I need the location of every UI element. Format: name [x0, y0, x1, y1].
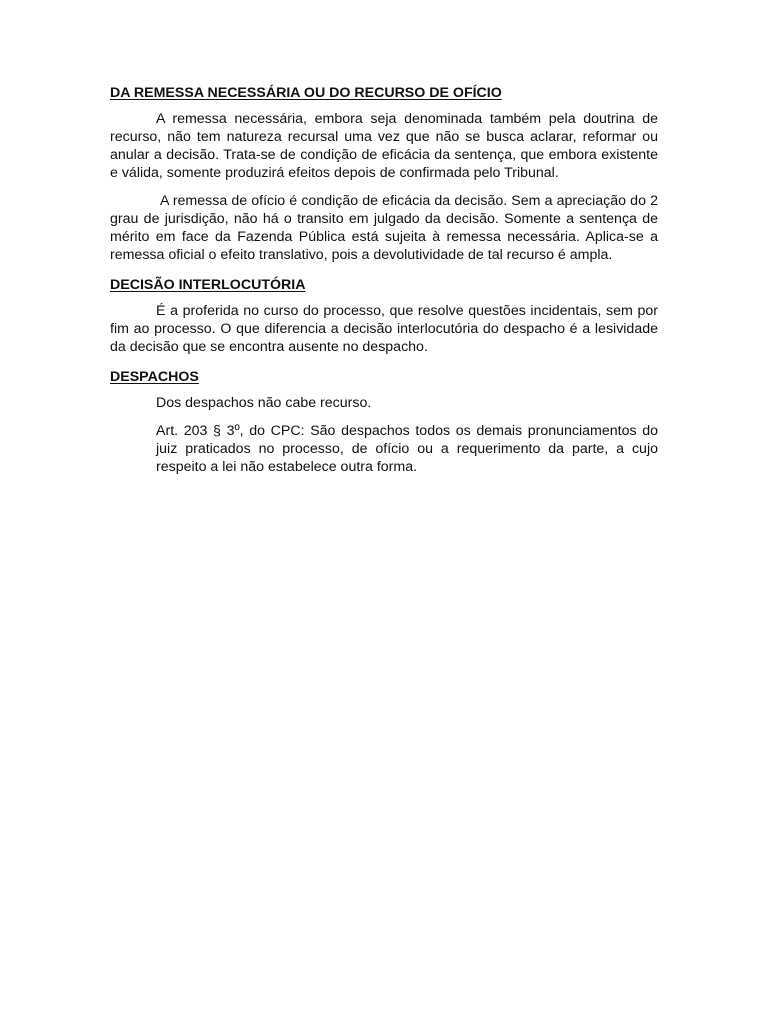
section-heading-despachos: DESPACHOS — [110, 369, 199, 385]
document-page — [110, 84, 658, 476]
paragraph-remessa-2: A remessa de ofício é condição de eficácia da decisão. Sem a apreciação do 2 grau de jurisdição, não há o transito em julgado da decisão. Somente a sentença de mérito em face da Fazenda Pública está sujeita à remessa necessária. Aplica-se a remessa oficial o efeito translativo, pois a devolutividade de tal recurso é ampla. — [110, 193, 658, 263]
section-heading-decisao-interlocutoria: DECISÃO INTERLOCUTÓRIA — [110, 277, 306, 293]
paragraph-remessa-1: A remessa necessária, embora seja denominada também pela doutrina de recurso, não tem natureza recursal uma vez que não se busca aclarar, reformar ou anular a decisão. Trata-se de condição de eficácia da sentença, que embora existente e válida, somente produzirá efeitos depois de confirmada pelo Tribunal. — [110, 111, 658, 181]
paragraph-despachos-1: Dos despachos não cabe recurso. — [156, 395, 372, 411]
paragraph-decisao-interlocutoria: É a proferida no curso do processo, que resolve questões incidentais, sem por fim ao processo. O que diferencia a decisão interlocutória do despacho é a lesividade da decisão que se encontra ausente no despacho. — [110, 303, 658, 355]
paragraph-despachos-2: Art. 203 § 3º, do CPC: São despachos todos os demais pronunciamentos do juiz praticados no processo, de ofício ou a requerimento da parte, a cujo respeito a lei não estabelece outra forma. — [156, 423, 658, 475]
section-heading-remessa: DA REMESSA NECESSÁRIA OU DO RECURSO DE OFÍCIO — [110, 85, 502, 101]
